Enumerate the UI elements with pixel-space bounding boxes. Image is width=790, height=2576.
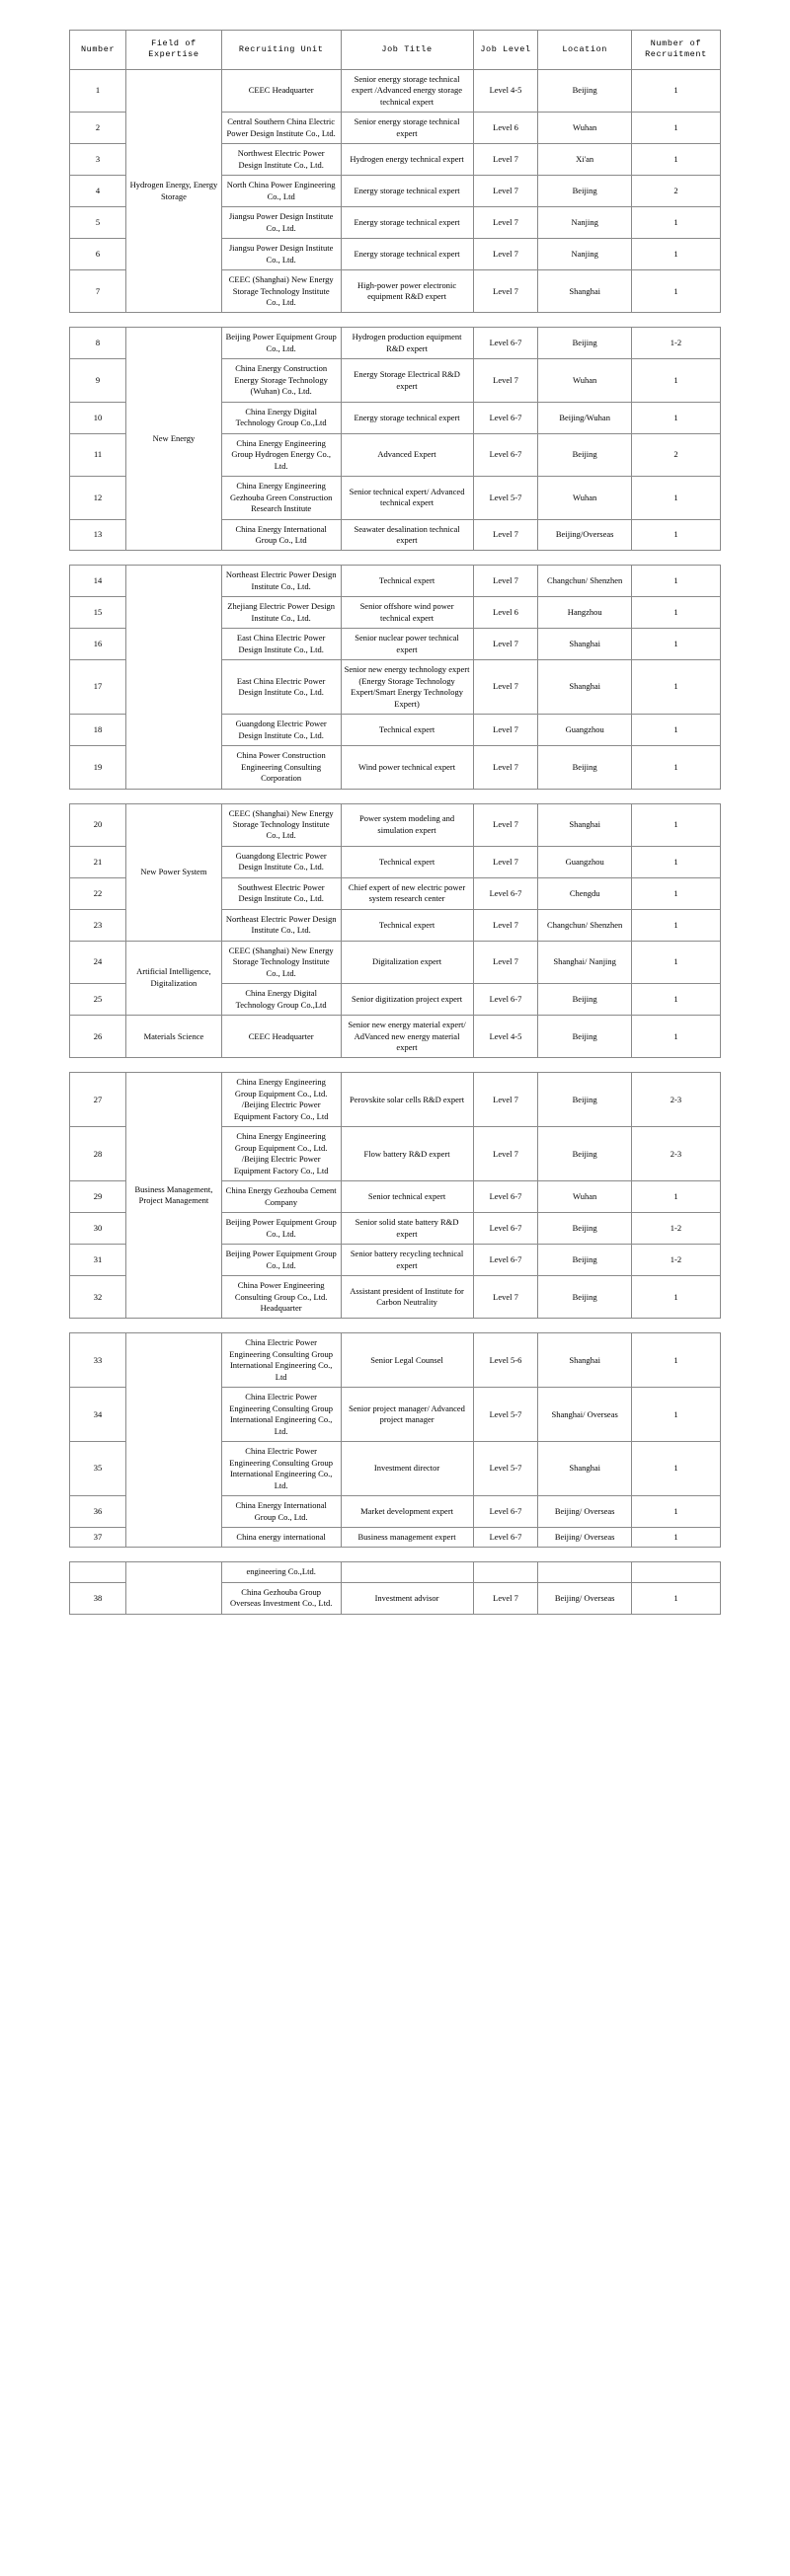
cell-level	[473, 1562, 538, 1582]
cell-level: Level 7	[473, 803, 538, 846]
cell-location: Nanjing	[538, 207, 631, 239]
cell-number: 23	[70, 909, 126, 941]
cell-title: Senior new energy material expert/ AdVanced new energy material expert	[341, 1016, 473, 1058]
cell-title: Senior digitization project expert	[341, 984, 473, 1016]
cell-title: Flow battery R&D expert	[341, 1127, 473, 1181]
cell-unit: East China Electric Power Design Institute Co., Ltd.	[221, 629, 341, 660]
cell-unit: China Electric Power Engineering Consulting Group International Engineering Co., Ltd.	[221, 1388, 341, 1442]
cell-number: 18	[70, 715, 126, 746]
recruitment-table	[69, 803, 721, 1059]
cell-count: 1	[631, 984, 720, 1016]
table-blocks-container	[69, 30, 721, 1615]
cell-level: Level 4-5	[473, 1016, 538, 1058]
cell-number: 20	[70, 803, 126, 846]
cell-field: Business Management, Project Management	[126, 1073, 222, 1319]
cell-title: Energy Storage Electrical R&D expert	[341, 359, 473, 402]
cell-count: 1	[631, 803, 720, 846]
cell-number: 30	[70, 1213, 126, 1245]
table-block	[69, 565, 721, 789]
column-header-count: Number of Recruitment	[631, 31, 720, 70]
cell-field: New Energy	[126, 328, 222, 551]
column-header-field: Field of Expertise	[126, 31, 222, 70]
cell-title: Seawater desalination technical expert	[341, 519, 473, 551]
cell-title: Senior technical expert	[341, 1181, 473, 1213]
cell-count: 1	[631, 629, 720, 660]
cell-title: Investment advisor	[341, 1582, 473, 1614]
cell-title: Senior energy storage technical expert	[341, 113, 473, 144]
cell-count: 1	[631, 715, 720, 746]
cell-location: Shanghai	[538, 660, 631, 715]
cell-count: 1	[631, 1016, 720, 1058]
cell-title: Advanced Expert	[341, 433, 473, 476]
cell-unit: North China Power Engineering Co., Ltd	[221, 176, 341, 207]
cell-unit: China Power Engineering Consulting Group Co., Ltd. Headquarter	[221, 1276, 341, 1319]
cell-number: 15	[70, 597, 126, 629]
cell-title	[341, 1562, 473, 1582]
cell-unit: China Power Construction Engineering Consulting Corporation	[221, 746, 341, 789]
cell-title: Power system modeling and simulation expert	[341, 803, 473, 846]
cell-title: Wind power technical expert	[341, 746, 473, 789]
recruitment-table	[69, 565, 721, 789]
cell-location: Beijing	[538, 1127, 631, 1181]
cell-title: Energy storage technical expert	[341, 176, 473, 207]
cell-title: Energy storage technical expert	[341, 207, 473, 239]
cell-location: Chengdu	[538, 877, 631, 909]
cell-number: 31	[70, 1245, 126, 1276]
cell-unit: China Energy Engineering Group Hydrogen Energy Co., Ltd.	[221, 433, 341, 476]
cell-count: 1	[631, 1181, 720, 1213]
cell-number: 8	[70, 328, 126, 359]
cell-level: Level 7	[473, 1073, 538, 1127]
table-block	[69, 803, 721, 1059]
table-row	[70, 1562, 721, 1582]
cell-number: 32	[70, 1276, 126, 1319]
cell-unit: Guangdong Electric Power Design Institute Co., Ltd.	[221, 846, 341, 877]
cell-unit: China Gezhouba Group Overseas Investment Co., Ltd.	[221, 1582, 341, 1614]
cell-location	[538, 1562, 631, 1582]
cell-number: 27	[70, 1073, 126, 1127]
cell-level: Level 7	[473, 239, 538, 270]
cell-count: 1	[631, 1582, 720, 1614]
cell-number: 17	[70, 660, 126, 715]
table-header-row	[70, 31, 721, 70]
table-row	[70, 328, 721, 359]
cell-count: 1	[631, 1496, 720, 1528]
cell-title: Energy storage technical expert	[341, 239, 473, 270]
cell-field: New Power System	[126, 803, 222, 941]
cell-location: Beijing	[538, 1016, 631, 1058]
cell-count: 1	[631, 1528, 720, 1548]
cell-count: 1	[631, 359, 720, 402]
cell-count: 1	[631, 846, 720, 877]
cell-location: Shanghai	[538, 1333, 631, 1388]
column-header-location: Location	[538, 31, 631, 70]
cell-title: Senior solid state battery R&D expert	[341, 1213, 473, 1245]
cell-unit: CEEC (Shanghai) New Energy Storage Technology Institute Co., Ltd.	[221, 270, 341, 313]
cell-number: 29	[70, 1181, 126, 1213]
cell-unit: Beijing Power Equipment Group Co., Ltd.	[221, 1213, 341, 1245]
cell-location: Beijing	[538, 328, 631, 359]
cell-level: Level 7	[473, 1582, 538, 1614]
cell-number	[70, 1562, 126, 1582]
cell-location: Beijing	[538, 984, 631, 1016]
cell-unit: Beijing Power Equipment Group Co., Ltd.	[221, 1245, 341, 1276]
cell-location: Wuhan	[538, 359, 631, 402]
cell-level: Level 7	[473, 941, 538, 983]
cell-field	[126, 1333, 222, 1548]
cell-count: 1-2	[631, 1213, 720, 1245]
table-row	[70, 1016, 721, 1058]
cell-level: Level 6-7	[473, 1181, 538, 1213]
table-block	[69, 327, 721, 551]
cell-field	[126, 566, 222, 789]
cell-number: 34	[70, 1388, 126, 1442]
cell-location: Hangzhou	[538, 597, 631, 629]
cell-count: 2	[631, 433, 720, 476]
cell-number: 11	[70, 433, 126, 476]
cell-title: Senior technical expert/ Advanced technical expert	[341, 477, 473, 519]
cell-location: Beijing	[538, 1213, 631, 1245]
cell-level: Level 5-7	[473, 1388, 538, 1442]
cell-location: Beijing	[538, 1276, 631, 1319]
cell-location: Beijing	[538, 746, 631, 789]
cell-location: Shanghai/ Overseas	[538, 1388, 631, 1442]
cell-number: 5	[70, 207, 126, 239]
cell-count: 1	[631, 113, 720, 144]
cell-count: 2-3	[631, 1073, 720, 1127]
cell-number: 21	[70, 846, 126, 877]
cell-level: Level 6-7	[473, 1213, 538, 1245]
table-row	[70, 941, 721, 983]
cell-location: Changchun/ Shenzhen	[538, 909, 631, 941]
cell-unit: Southwest Electric Power Design Institute Co., Ltd.	[221, 877, 341, 909]
table-block	[69, 30, 721, 313]
cell-location: Nanjing	[538, 239, 631, 270]
cell-title: Hydrogen production equipment R&D expert	[341, 328, 473, 359]
cell-count: 1	[631, 1276, 720, 1319]
cell-number: 12	[70, 477, 126, 519]
cell-count: 1	[631, 402, 720, 433]
column-header-number: Number	[70, 31, 126, 70]
cell-field: Materials Science	[126, 1016, 222, 1058]
recruitment-table	[69, 30, 721, 313]
cell-level: Level 6-7	[473, 1496, 538, 1528]
cell-count: 1	[631, 1333, 720, 1388]
cell-level: Level 5-6	[473, 1333, 538, 1388]
cell-location: Wuhan	[538, 1181, 631, 1213]
cell-count: 2-3	[631, 1127, 720, 1181]
cell-unit: Zhejiang Electric Power Design Institute Co., Ltd.	[221, 597, 341, 629]
cell-location: Changchun/ Shenzhen	[538, 566, 631, 597]
cell-title: Senior new energy technology expert (Energy Storage Technology Expert/Smart Energy Technology Expert)	[341, 660, 473, 715]
cell-level: Level 6-7	[473, 877, 538, 909]
cell-number: 24	[70, 941, 126, 983]
cell-location: Xi'an	[538, 144, 631, 176]
cell-level: Level 7	[473, 715, 538, 746]
column-header-unit: Recruiting Unit	[221, 31, 341, 70]
cell-number: 1	[70, 69, 126, 112]
cell-number: 25	[70, 984, 126, 1016]
cell-count: 1	[631, 477, 720, 519]
cell-location: Beijing	[538, 1245, 631, 1276]
cell-unit: Jiangsu Power Design Institute Co., Ltd.	[221, 239, 341, 270]
cell-count: 1	[631, 239, 720, 270]
cell-title: Senior project manager/ Advanced project manager	[341, 1388, 473, 1442]
cell-count: 1	[631, 144, 720, 176]
cell-location: Beijing/ Overseas	[538, 1582, 631, 1614]
cell-number: 26	[70, 1016, 126, 1058]
cell-location: Beijing/Overseas	[538, 519, 631, 551]
cell-location: Beijing	[538, 176, 631, 207]
cell-title: Investment director	[341, 1442, 473, 1496]
cell-unit: China Energy Construction Energy Storage Technology (Wuhan) Co., Ltd.	[221, 359, 341, 402]
cell-unit: East China Electric Power Design Institute Co., Ltd.	[221, 660, 341, 715]
cell-count: 1	[631, 519, 720, 551]
cell-level: Level 6-7	[473, 433, 538, 476]
recruitment-table	[69, 1072, 721, 1319]
cell-number: 38	[70, 1582, 126, 1614]
cell-level: Level 4-5	[473, 69, 538, 112]
cell-number: 2	[70, 113, 126, 144]
cell-location: Guangzhou	[538, 715, 631, 746]
table-row	[70, 1333, 721, 1388]
cell-count: 1	[631, 660, 720, 715]
cell-count: 1	[631, 941, 720, 983]
recruitment-table	[69, 1561, 721, 1614]
cell-field: Hydrogen Energy, Energy Storage	[126, 69, 222, 313]
cell-unit: China Energy International Group Co., Ltd.	[221, 1496, 341, 1528]
table-row	[70, 566, 721, 597]
table-row	[70, 1073, 721, 1127]
cell-number: 6	[70, 239, 126, 270]
cell-level: Level 6	[473, 597, 538, 629]
cell-level: Level 7	[473, 144, 538, 176]
cell-number: 14	[70, 566, 126, 597]
cell-title: Energy storage technical expert	[341, 402, 473, 433]
cell-level: Level 7	[473, 846, 538, 877]
cell-title: Business management expert	[341, 1528, 473, 1548]
recruitment-table	[69, 327, 721, 551]
column-header-level: Job Level	[473, 31, 538, 70]
cell-unit: engineering Co.,Ltd.	[221, 1562, 341, 1582]
cell-location: Beijing	[538, 433, 631, 476]
cell-count: 1	[631, 270, 720, 313]
cell-count: 1	[631, 597, 720, 629]
cell-level: Level 5-7	[473, 477, 538, 519]
cell-level: Level 5-7	[473, 1442, 538, 1496]
cell-title: Market development expert	[341, 1496, 473, 1528]
cell-unit: China Electric Power Engineering Consulting Group International Engineering Co., Ltd	[221, 1333, 341, 1388]
table-block	[69, 1072, 721, 1319]
cell-number: 3	[70, 144, 126, 176]
cell-unit: Northwest Electric Power Design Institute Co., Ltd.	[221, 144, 341, 176]
cell-number: 9	[70, 359, 126, 402]
cell-count: 1-2	[631, 1245, 720, 1276]
cell-level: Level 7	[473, 746, 538, 789]
cell-level: Level 7	[473, 1276, 538, 1319]
cell-unit: CEEC (Shanghai) New Energy Storage Technology Institute Co., Ltd.	[221, 803, 341, 846]
cell-number: 28	[70, 1127, 126, 1181]
cell-level: Level 7	[473, 519, 538, 551]
cell-title: High-power power electronic equipment R&D expert	[341, 270, 473, 313]
table-block	[69, 1561, 721, 1614]
cell-level: Level 6-7	[473, 1245, 538, 1276]
cell-title: Hydrogen energy technical expert	[341, 144, 473, 176]
cell-level: Level 7	[473, 207, 538, 239]
cell-count: 1	[631, 746, 720, 789]
cell-level: Level 7	[473, 270, 538, 313]
cell-count	[631, 1562, 720, 1582]
cell-number: 10	[70, 402, 126, 433]
cell-title: Senior energy storage technical expert /Advanced energy storage technical expert	[341, 69, 473, 112]
cell-title: Perovskite solar cells R&D expert	[341, 1073, 473, 1127]
cell-location: Beijing/ Overseas	[538, 1528, 631, 1548]
cell-title: Technical expert	[341, 566, 473, 597]
cell-location: Shanghai	[538, 1442, 631, 1496]
cell-unit: China Energy Gezhouba Cement Company	[221, 1181, 341, 1213]
cell-count: 1	[631, 877, 720, 909]
cell-unit: China Electric Power Engineering Consulting Group International Engineering Co., Ltd.	[221, 1442, 341, 1496]
cell-unit: China Energy Digital Technology Group Co.,Ltd	[221, 984, 341, 1016]
cell-count: 1	[631, 1388, 720, 1442]
cell-unit: CEEC Headquarter	[221, 1016, 341, 1058]
cell-unit: Central Southern China Electric Power Design Institute Co., Ltd.	[221, 113, 341, 144]
cell-level: Level 7	[473, 909, 538, 941]
cell-field	[126, 1562, 222, 1614]
table-block	[69, 1332, 721, 1548]
cell-level: Level 6-7	[473, 402, 538, 433]
cell-unit: CEEC (Shanghai) New Energy Storage Technology Institute Co., Ltd.	[221, 941, 341, 983]
cell-title: Technical expert	[341, 846, 473, 877]
cell-number: 7	[70, 270, 126, 313]
cell-unit: China Energy Engineering Group Equipment Co., Ltd. /Beijing Electric Power Equipment Factory Co., Ltd	[221, 1127, 341, 1181]
cell-unit: Guangdong Electric Power Design Institute Co., Ltd.	[221, 715, 341, 746]
cell-title: Senior offshore wind power technical expert	[341, 597, 473, 629]
cell-level: Level 7	[473, 566, 538, 597]
cell-location: Beijing	[538, 69, 631, 112]
table-row	[70, 69, 721, 112]
cell-unit: China energy international	[221, 1528, 341, 1548]
cell-title: Assistant president of Institute for Carbon Neutrality	[341, 1276, 473, 1319]
cell-count: 1	[631, 566, 720, 597]
cell-unit: CEEC Headquarter	[221, 69, 341, 112]
cell-number: 36	[70, 1496, 126, 1528]
cell-unit: Jiangsu Power Design Institute Co., Ltd.	[221, 207, 341, 239]
cell-number: 37	[70, 1528, 126, 1548]
cell-unit: Northeast Electric Power Design Institute Co., Ltd.	[221, 909, 341, 941]
cell-title: Chief expert of new electric power system research center	[341, 877, 473, 909]
cell-location: Shanghai	[538, 629, 631, 660]
cell-title: Technical expert	[341, 909, 473, 941]
cell-level: Level 7	[473, 176, 538, 207]
cell-title: Digitalization expert	[341, 941, 473, 983]
cell-title: Senior battery recycling technical expert	[341, 1245, 473, 1276]
cell-level: Level 7	[473, 660, 538, 715]
cell-title: Senior Legal Counsel	[341, 1333, 473, 1388]
cell-number: 16	[70, 629, 126, 660]
cell-count: 1-2	[631, 328, 720, 359]
cell-title: Technical expert	[341, 715, 473, 746]
cell-level: Level 7	[473, 629, 538, 660]
cell-count: 1	[631, 1442, 720, 1496]
cell-location: Shanghai	[538, 803, 631, 846]
cell-location: Wuhan	[538, 113, 631, 144]
cell-number: 4	[70, 176, 126, 207]
cell-location: Beijing/Wuhan	[538, 402, 631, 433]
cell-number: 33	[70, 1333, 126, 1388]
cell-count: 1	[631, 69, 720, 112]
recruitment-table	[69, 1332, 721, 1548]
table-row	[70, 803, 721, 846]
cell-level: Level 6-7	[473, 328, 538, 359]
column-header-title: Job Title	[341, 31, 473, 70]
cell-location: Beijing	[538, 1073, 631, 1127]
cell-title: Senior nuclear power technical expert	[341, 629, 473, 660]
cell-unit: China Energy Engineering Gezhouba Green Construction Research Institute	[221, 477, 341, 519]
cell-number: 22	[70, 877, 126, 909]
cell-level: Level 6-7	[473, 984, 538, 1016]
cell-location: Guangzhou	[538, 846, 631, 877]
cell-unit: China Energy Digital Technology Group Co.,Ltd	[221, 402, 341, 433]
cell-unit: Beijing Power Equipment Group Co., Ltd.	[221, 328, 341, 359]
cell-count: 2	[631, 176, 720, 207]
cell-unit: China Energy International Group Co., Ltd	[221, 519, 341, 551]
cell-location: Beijing/ Overseas	[538, 1496, 631, 1528]
cell-field: Artificial Intelligence, Digitalization	[126, 941, 222, 1015]
cell-unit: China Energy Engineering Group Equipment Co., Ltd. /Beijing Electric Power Equipment Factory Co., Ltd	[221, 1073, 341, 1127]
cell-location: Wuhan	[538, 477, 631, 519]
cell-unit: Northeast Electric Power Design Institute Co., Ltd.	[221, 566, 341, 597]
cell-number: 13	[70, 519, 126, 551]
cell-level: Level 6-7	[473, 1528, 538, 1548]
cell-location: Shanghai	[538, 270, 631, 313]
cell-location: Shanghai/ Nanjing	[538, 941, 631, 983]
cell-level: Level 6	[473, 113, 538, 144]
cell-level: Level 7	[473, 359, 538, 402]
cell-count: 1	[631, 207, 720, 239]
cell-number: 19	[70, 746, 126, 789]
cell-level: Level 7	[473, 1127, 538, 1181]
cell-number: 35	[70, 1442, 126, 1496]
cell-count: 1	[631, 909, 720, 941]
